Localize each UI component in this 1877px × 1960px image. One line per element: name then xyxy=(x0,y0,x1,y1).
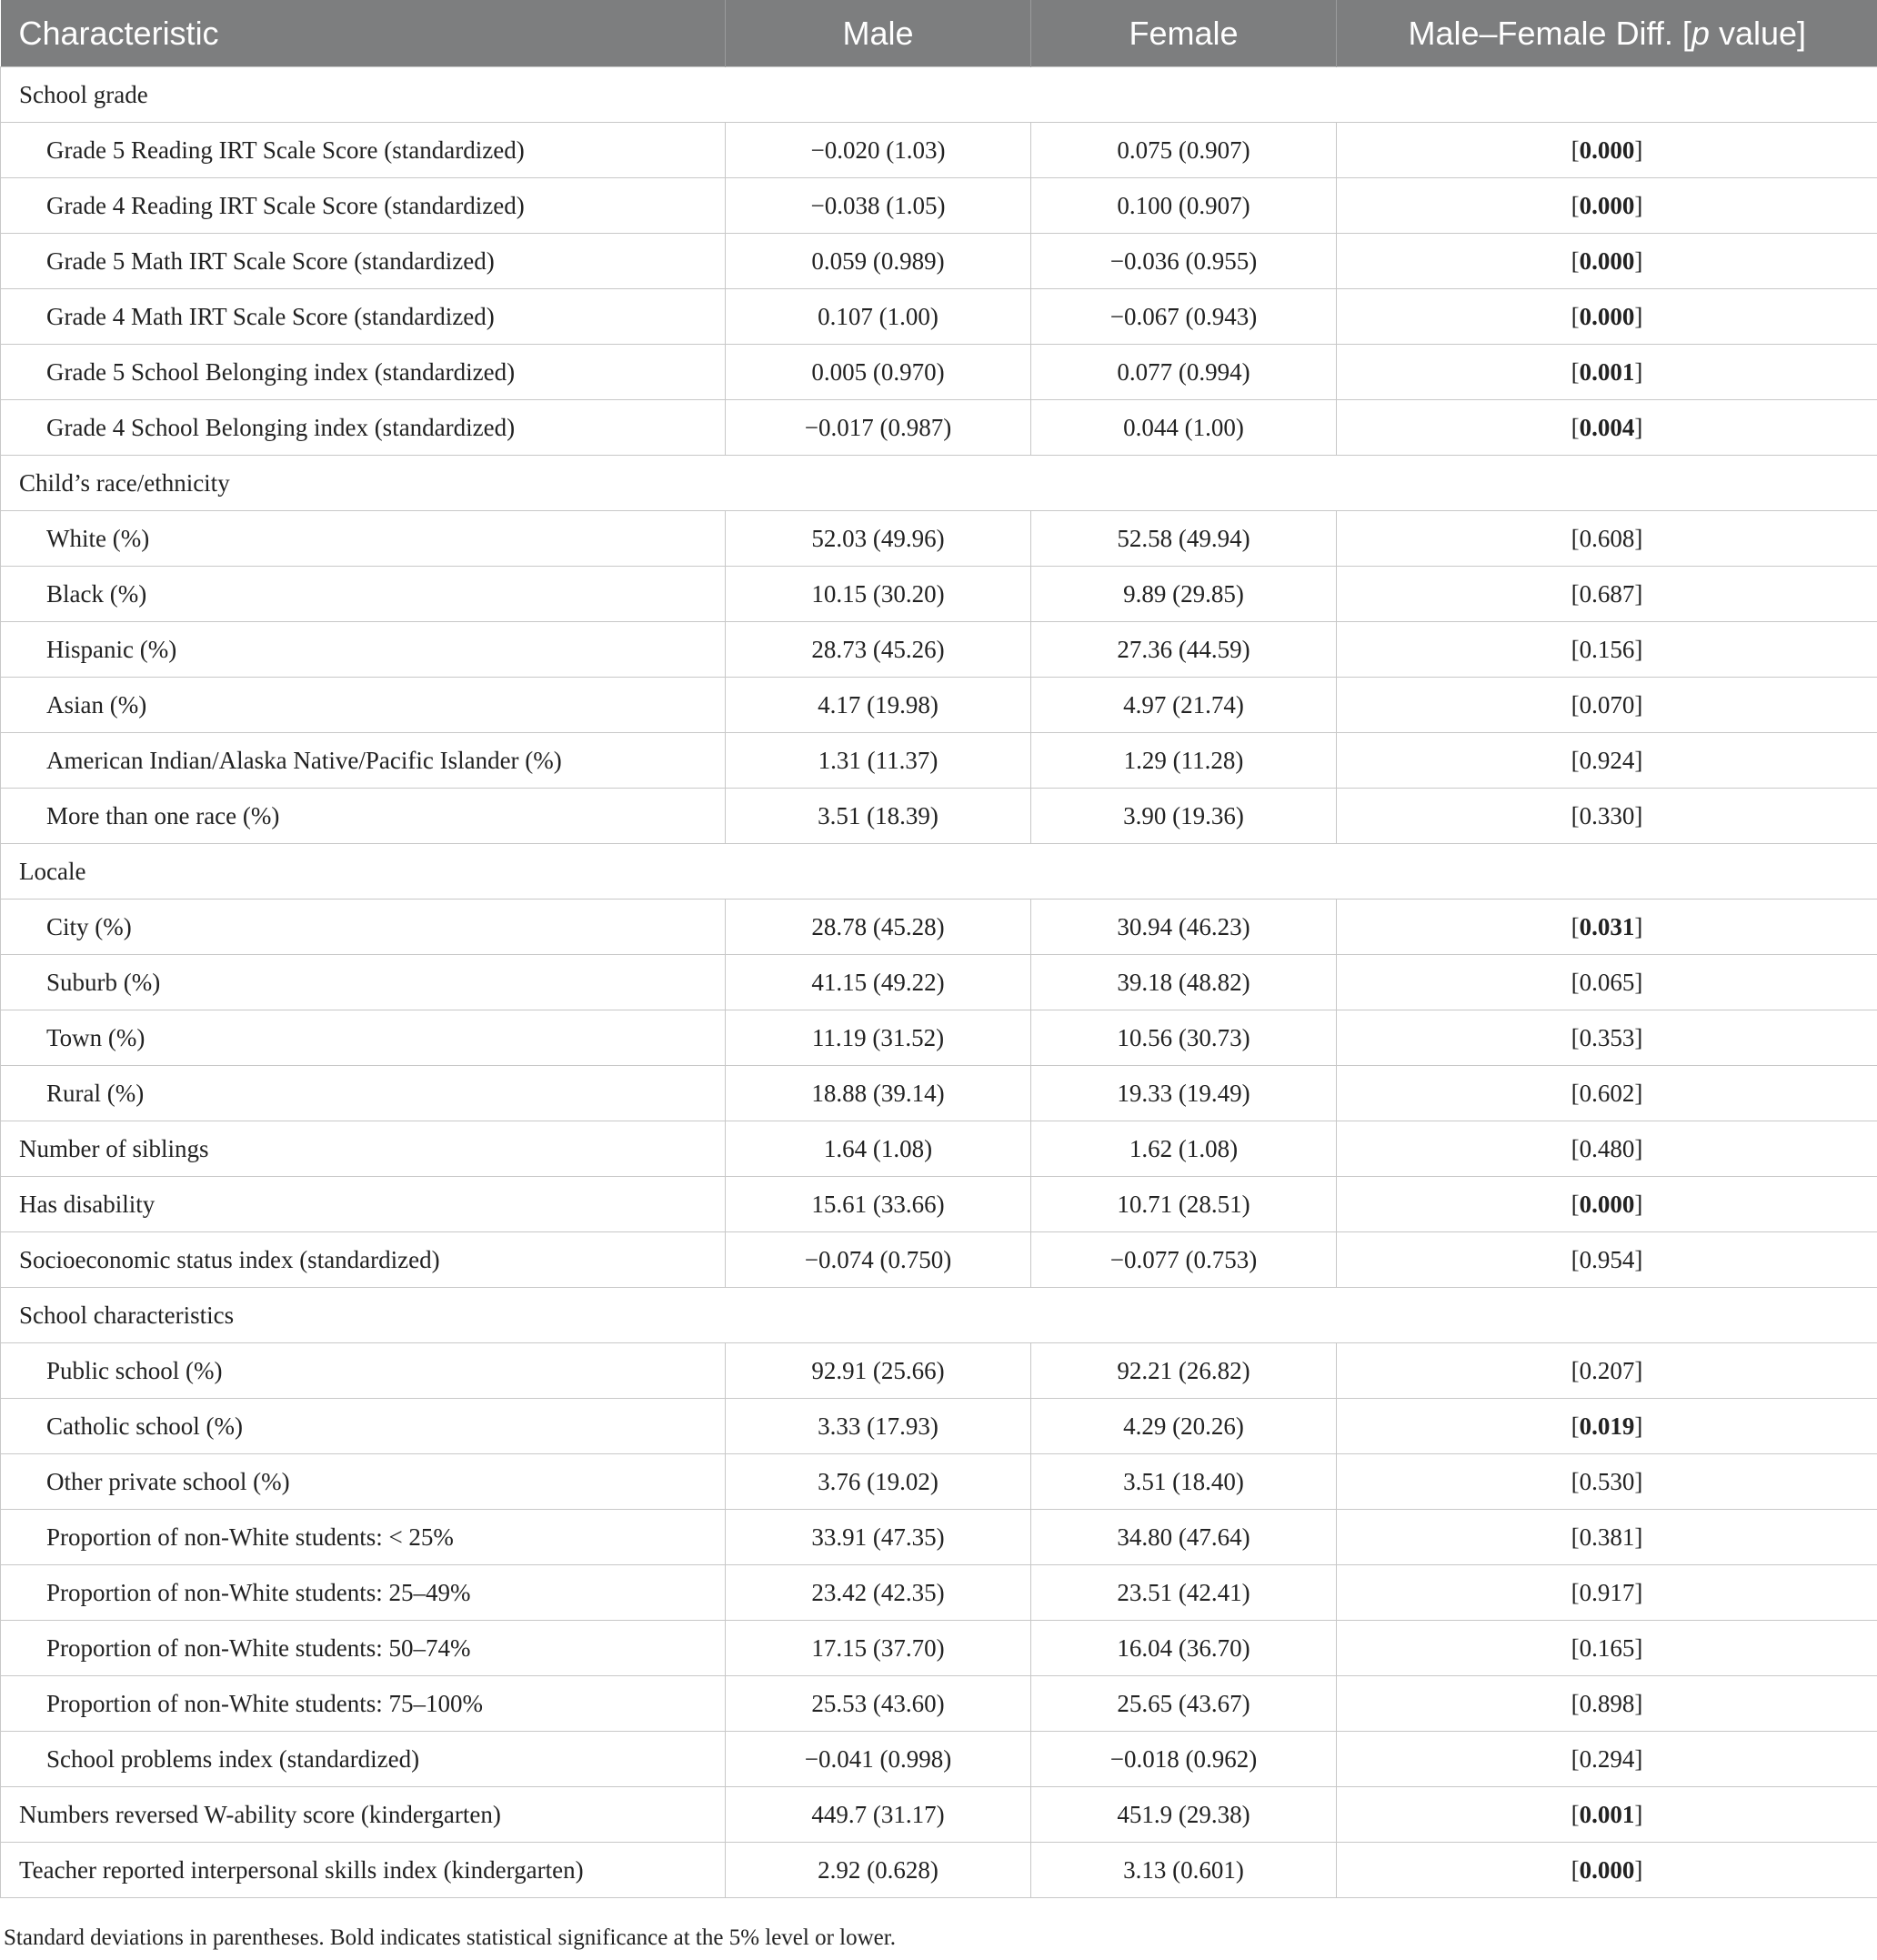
p-value: 0.019 xyxy=(1579,1412,1635,1440)
section-blank-cell xyxy=(1337,1288,1877,1343)
row-label: Numbers reversed W-ability score (kindergarten) xyxy=(1,1787,726,1843)
table-row xyxy=(1,1010,1877,1066)
p-value-cell: [0.608] xyxy=(1337,511,1877,567)
section-blank-cell xyxy=(1337,456,1877,511)
table-row xyxy=(1,1343,1877,1399)
male-value: 10.15 (30.20) xyxy=(726,567,1031,622)
table-row xyxy=(1,1399,1877,1454)
p-value: 0.065 xyxy=(1579,968,1635,996)
male-value: 3.33 (17.93) xyxy=(726,1399,1031,1454)
row-label: Asian (%) xyxy=(1,678,726,733)
female-value: 0.075 (0.907) xyxy=(1031,123,1337,178)
female-value: 39.18 (48.82) xyxy=(1031,955,1337,1010)
section-blank-cell xyxy=(726,456,1031,511)
header-diff-prefix: Male–Female Diff. [ xyxy=(1408,14,1691,52)
row-label: Suburb (%) xyxy=(1,955,726,1010)
p-value: 0.954 xyxy=(1579,1245,1635,1273)
p-value-cell: [0.000] xyxy=(1337,178,1877,234)
section-row xyxy=(1,1288,1877,1343)
p-value-cell: [0.065] xyxy=(1337,955,1877,1010)
table-row xyxy=(1,567,1877,622)
row-label: Catholic school (%) xyxy=(1,1399,726,1454)
table-row xyxy=(1,123,1877,178)
male-value: 15.61 (33.66) xyxy=(726,1177,1031,1232)
p-value-cell: [0.530] xyxy=(1337,1454,1877,1510)
p-value-cell: [0.031] xyxy=(1337,900,1877,955)
row-label: Town (%) xyxy=(1,1010,726,1066)
p-value-cell: [0.207] xyxy=(1337,1343,1877,1399)
section-row xyxy=(1,67,1877,123)
p-value: 0.000 xyxy=(1579,246,1635,275)
header-characteristic: Characteristic xyxy=(1,0,726,67)
p-value-cell: [0.000] xyxy=(1337,1843,1877,1898)
table-row xyxy=(1,289,1877,345)
row-label: Teacher reported interpersonal skills index (kindergarten) xyxy=(1,1843,726,1898)
section-blank-cell xyxy=(726,1288,1031,1343)
p-value: 0.353 xyxy=(1579,1023,1635,1051)
row-label: Grade 4 Math IRT Scale Score (standardized) xyxy=(1,289,726,345)
table-footnote: Standard deviations in parentheses. Bold indicates statistical significance at the 5% level or lower. xyxy=(4,1925,896,1950)
section-blank-cell xyxy=(1031,1288,1337,1343)
section-blank-cell xyxy=(726,67,1031,123)
male-value: 1.31 (11.37) xyxy=(726,733,1031,789)
female-value: −0.077 (0.753) xyxy=(1031,1232,1337,1288)
female-value: −0.036 (0.955) xyxy=(1031,234,1337,289)
row-label: Proportion of non-White students: 25–49% xyxy=(1,1565,726,1621)
female-value: 10.56 (30.73) xyxy=(1031,1010,1337,1066)
female-value: 0.044 (1.00) xyxy=(1031,400,1337,456)
p-value: 0.000 xyxy=(1579,302,1635,330)
p-value-cell: [0.954] xyxy=(1337,1232,1877,1288)
p-value: 0.156 xyxy=(1579,635,1635,663)
p-value: 0.687 xyxy=(1579,579,1635,608)
section-label: Locale xyxy=(1,844,726,900)
row-label: Hispanic (%) xyxy=(1,622,726,678)
p-value-cell: [0.004] xyxy=(1337,400,1877,456)
row-label: Black (%) xyxy=(1,567,726,622)
section-blank-cell xyxy=(1337,67,1877,123)
section-label: School characteristics xyxy=(1,1288,726,1343)
female-value: 23.51 (42.41) xyxy=(1031,1565,1337,1621)
row-label: Grade 5 School Belonging index (standardized) xyxy=(1,345,726,400)
table-row xyxy=(1,955,1877,1010)
male-value: 449.7 (31.17) xyxy=(726,1787,1031,1843)
p-value-cell: [0.070] xyxy=(1337,678,1877,733)
p-value: 0.294 xyxy=(1579,1744,1635,1773)
p-value-cell: [0.898] xyxy=(1337,1676,1877,1732)
row-label: Public school (%) xyxy=(1,1343,726,1399)
table-row xyxy=(1,1510,1877,1565)
male-value: 0.005 (0.970) xyxy=(726,345,1031,400)
female-value: 25.65 (43.67) xyxy=(1031,1676,1337,1732)
p-value: 0.898 xyxy=(1579,1689,1635,1717)
p-value-cell: [0.294] xyxy=(1337,1732,1877,1787)
row-label: More than one race (%) xyxy=(1,789,726,844)
p-value: 0.917 xyxy=(1579,1578,1635,1606)
header-female: Female xyxy=(1031,0,1337,67)
table-row xyxy=(1,1177,1877,1232)
table-header xyxy=(1,0,1877,67)
section-blank-cell xyxy=(1031,844,1337,900)
female-value: 1.29 (11.28) xyxy=(1031,733,1337,789)
table-row xyxy=(1,1676,1877,1732)
male-value: 23.42 (42.35) xyxy=(726,1565,1031,1621)
female-value: 4.29 (20.26) xyxy=(1031,1399,1337,1454)
header-diff xyxy=(1337,0,1877,67)
p-value-cell: [0.001] xyxy=(1337,1787,1877,1843)
row-label: Number of siblings xyxy=(1,1121,726,1177)
section-blank-cell xyxy=(1031,67,1337,123)
table-row xyxy=(1,1066,1877,1121)
p-value-cell: [0.000] xyxy=(1337,289,1877,345)
male-value: 0.059 (0.989) xyxy=(726,234,1031,289)
female-value: 30.94 (46.23) xyxy=(1031,900,1337,955)
female-value: 16.04 (36.70) xyxy=(1031,1621,1337,1676)
row-label: Grade 5 Math IRT Scale Score (standardized) xyxy=(1,234,726,289)
row-label: Proportion of non-White students: 75–100% xyxy=(1,1676,726,1732)
row-label: Other private school (%) xyxy=(1,1454,726,1510)
female-value: 451.9 (29.38) xyxy=(1031,1787,1337,1843)
p-value: 0.001 xyxy=(1579,357,1635,386)
male-value: 28.78 (45.28) xyxy=(726,900,1031,955)
male-value: 92.91 (25.66) xyxy=(726,1343,1031,1399)
header-male: Male xyxy=(726,0,1031,67)
table-row xyxy=(1,1454,1877,1510)
header-diff-italic: p xyxy=(1691,14,1710,52)
p-value-cell: [0.000] xyxy=(1337,1177,1877,1232)
p-value: 0.000 xyxy=(1579,1855,1635,1884)
p-value-cell: [0.687] xyxy=(1337,567,1877,622)
p-value-cell: [0.156] xyxy=(1337,622,1877,678)
table-row xyxy=(1,1621,1877,1676)
p-value-cell: [0.924] xyxy=(1337,733,1877,789)
female-value: 19.33 (19.49) xyxy=(1031,1066,1337,1121)
male-value: 0.107 (1.00) xyxy=(726,289,1031,345)
female-value: 92.21 (26.82) xyxy=(1031,1343,1337,1399)
male-value: 25.53 (43.60) xyxy=(726,1676,1031,1732)
female-value: 3.51 (18.40) xyxy=(1031,1454,1337,1510)
table-row xyxy=(1,345,1877,400)
section-blank-cell xyxy=(1337,844,1877,900)
female-value: 34.80 (47.64) xyxy=(1031,1510,1337,1565)
section-blank-cell xyxy=(726,844,1031,900)
female-value: 0.077 (0.994) xyxy=(1031,345,1337,400)
row-label: Socioeconomic status index (standardized) xyxy=(1,1232,726,1288)
table-row xyxy=(1,400,1877,456)
row-label: City (%) xyxy=(1,900,726,955)
p-value: 0.004 xyxy=(1579,413,1635,441)
p-value: 0.070 xyxy=(1579,690,1635,719)
male-value: −0.017 (0.987) xyxy=(726,400,1031,456)
p-value-cell: [0.165] xyxy=(1337,1621,1877,1676)
row-label: School problems index (standardized) xyxy=(1,1732,726,1787)
female-value: 9.89 (29.85) xyxy=(1031,567,1337,622)
p-value-cell: [0.381] xyxy=(1337,1510,1877,1565)
table-row xyxy=(1,1121,1877,1177)
table-row xyxy=(1,1843,1877,1898)
male-value: −0.074 (0.750) xyxy=(726,1232,1031,1288)
table-row xyxy=(1,1787,1877,1843)
male-value: 41.15 (49.22) xyxy=(726,955,1031,1010)
male-value: 17.15 (37.70) xyxy=(726,1621,1031,1676)
section-label: Child’s race/ethnicity xyxy=(1,456,726,511)
male-value: 11.19 (31.52) xyxy=(726,1010,1031,1066)
table-row xyxy=(1,178,1877,234)
female-value: 0.100 (0.907) xyxy=(1031,178,1337,234)
male-value: 2.92 (0.628) xyxy=(726,1843,1031,1898)
male-value: −0.041 (0.998) xyxy=(726,1732,1031,1787)
p-value-cell: [0.480] xyxy=(1337,1121,1877,1177)
p-value: 0.608 xyxy=(1579,524,1635,552)
p-value-cell: [0.000] xyxy=(1337,234,1877,289)
p-value: 0.031 xyxy=(1579,912,1635,940)
p-value-cell: [0.000] xyxy=(1337,123,1877,178)
row-label: Grade 4 Reading IRT Scale Score (standardized) xyxy=(1,178,726,234)
table-row xyxy=(1,1232,1877,1288)
male-value: 18.88 (39.14) xyxy=(726,1066,1031,1121)
table-row xyxy=(1,1732,1877,1787)
p-value-cell: [0.019] xyxy=(1337,1399,1877,1454)
p-value: 0.330 xyxy=(1579,801,1635,829)
p-value: 0.000 xyxy=(1579,191,1635,219)
male-value: −0.020 (1.03) xyxy=(726,123,1031,178)
female-value: −0.067 (0.943) xyxy=(1031,289,1337,345)
female-value: 27.36 (44.59) xyxy=(1031,622,1337,678)
row-label: Rural (%) xyxy=(1,1066,726,1121)
p-value: 0.165 xyxy=(1579,1633,1635,1662)
male-value: 4.17 (19.98) xyxy=(726,678,1031,733)
p-value-cell: [0.001] xyxy=(1337,345,1877,400)
male-value: −0.038 (1.05) xyxy=(726,178,1031,234)
header-diff-suffix: value] xyxy=(1709,14,1807,52)
male-value: 3.76 (19.02) xyxy=(726,1454,1031,1510)
row-label: American Indian/Alaska Native/Pacific Islander (%) xyxy=(1,733,726,789)
table-row xyxy=(1,622,1877,678)
table-row xyxy=(1,789,1877,844)
row-label: Proportion of non-White students: < 25% xyxy=(1,1510,726,1565)
p-value: 0.000 xyxy=(1579,1190,1635,1218)
row-label: Grade 4 School Belonging index (standardized) xyxy=(1,400,726,456)
male-value: 28.73 (45.26) xyxy=(726,622,1031,678)
section-row xyxy=(1,844,1877,900)
female-value: 4.97 (21.74) xyxy=(1031,678,1337,733)
section-label: School grade xyxy=(1,67,726,123)
row-label: White (%) xyxy=(1,511,726,567)
table-row xyxy=(1,1565,1877,1621)
female-value: −0.018 (0.962) xyxy=(1031,1732,1337,1787)
p-value-cell: [0.602] xyxy=(1337,1066,1877,1121)
p-value: 0.001 xyxy=(1579,1800,1635,1828)
table-row xyxy=(1,511,1877,567)
row-label: Grade 5 Reading IRT Scale Score (standardized) xyxy=(1,123,726,178)
p-value: 0.530 xyxy=(1579,1467,1635,1495)
p-value: 0.000 xyxy=(1579,136,1635,164)
table-row xyxy=(1,900,1877,955)
p-value-cell: [0.917] xyxy=(1337,1565,1877,1621)
p-value: 0.924 xyxy=(1579,746,1635,774)
p-value: 0.602 xyxy=(1579,1079,1635,1107)
female-value: 1.62 (1.08) xyxy=(1031,1121,1337,1177)
male-value: 1.64 (1.08) xyxy=(726,1121,1031,1177)
female-value: 52.58 (49.94) xyxy=(1031,511,1337,567)
p-value: 0.480 xyxy=(1579,1134,1635,1162)
table-row xyxy=(1,234,1877,289)
female-value: 3.13 (0.601) xyxy=(1031,1843,1337,1898)
p-value: 0.381 xyxy=(1579,1523,1635,1551)
male-value: 52.03 (49.96) xyxy=(726,511,1031,567)
row-label: Proportion of non-White students: 50–74% xyxy=(1,1621,726,1676)
male-value: 33.91 (47.35) xyxy=(726,1510,1031,1565)
section-blank-cell xyxy=(1031,456,1337,511)
male-value: 3.51 (18.39) xyxy=(726,789,1031,844)
p-value: 0.207 xyxy=(1579,1356,1635,1384)
table-body xyxy=(1,67,1877,1898)
p-value-cell: [0.330] xyxy=(1337,789,1877,844)
p-value-cell: [0.353] xyxy=(1337,1010,1877,1066)
table-row xyxy=(1,733,1877,789)
header-row xyxy=(1,0,1877,67)
section-row xyxy=(1,456,1877,511)
female-value: 3.90 (19.36) xyxy=(1031,789,1337,844)
female-value: 10.71 (28.51) xyxy=(1031,1177,1337,1232)
table-row xyxy=(1,678,1877,733)
row-label: Has disability xyxy=(1,1177,726,1232)
